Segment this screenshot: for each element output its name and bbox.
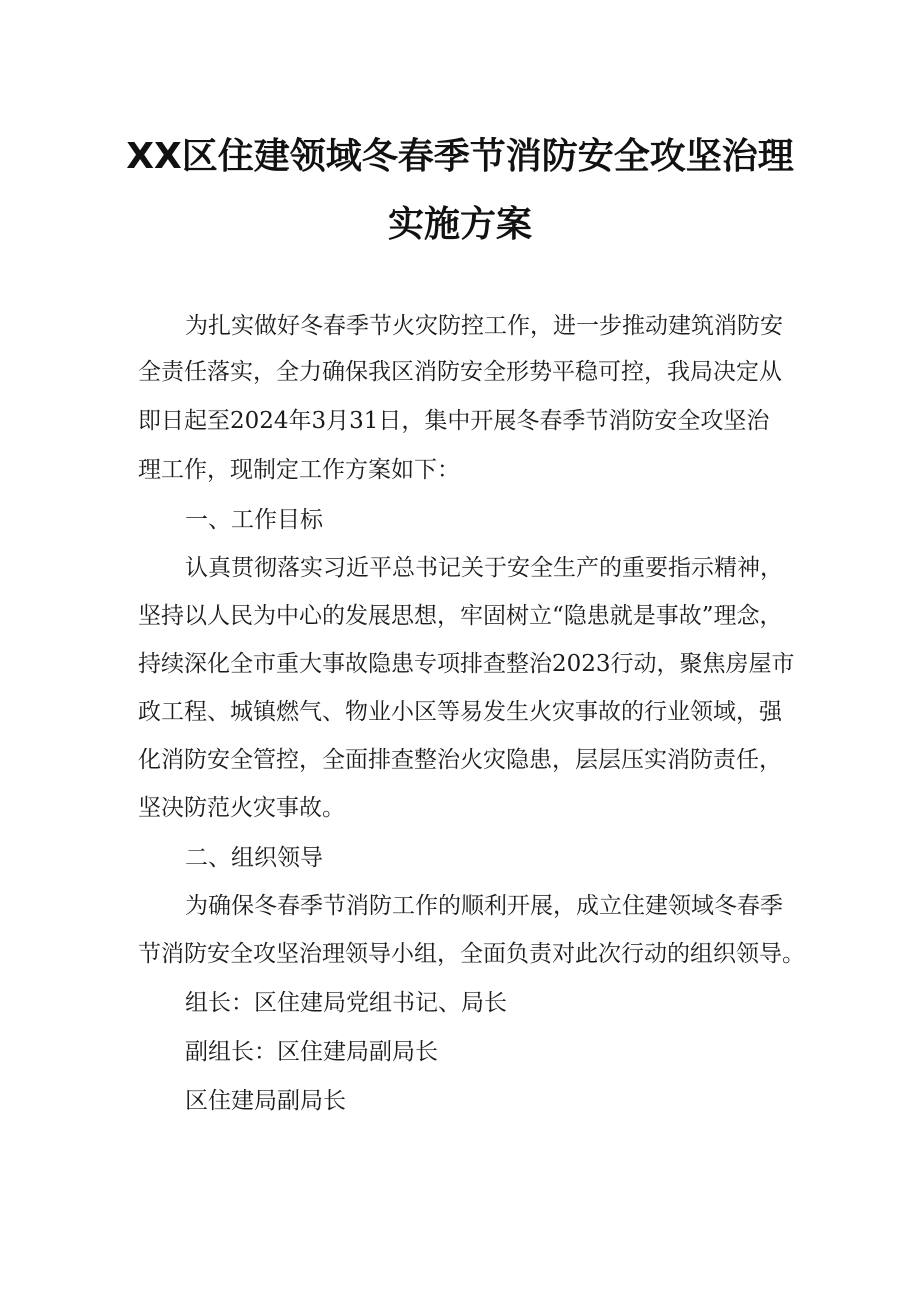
section-heading-leadership: 二、组织领导 xyxy=(185,845,323,871)
paragraph-goals-line4: 政工程、城镇燃气、物业小区等易发生火灾事故的行业领域，强 xyxy=(138,699,782,725)
section-heading-goals: 一、工作目标 xyxy=(185,507,323,533)
paragraph-goals-line3: 持续深化全市重大事故隐患专项排查整治2023行动，聚焦房屋市 xyxy=(138,651,795,677)
paragraph-goals-line2: 坚持以人民为中心的发展思想，牢固树立“隐患就是事故”理念， xyxy=(138,603,783,629)
paragraph-intro-line2: 全责任落实，全力确保我区消防安全形势平稳可控，我局决定从 xyxy=(138,359,782,385)
paragraph-goals-line1: 认真贯彻落实习近平总书记关于安全生产的重要指示精神， xyxy=(185,555,783,581)
paragraph-intro-line1: 为扎实做好冬春季节火灾防控工作，进一步推动建筑消防安 xyxy=(185,313,783,339)
document-title-line2: 实施方案 xyxy=(387,204,532,245)
paragraph-goals-line6: 坚决防范火灾事故。 xyxy=(138,795,345,821)
paragraph-leadership-line1: 为确保冬春季节消防工作的顺利开展，成立住建领域冬春季 xyxy=(185,893,783,919)
deputy-leader-line: 副组长：区住建局副局长 xyxy=(185,1039,438,1065)
paragraph-goals-line5: 化消防安全管控，全面排查整治火灾隐患，层层压实消防责任， xyxy=(138,747,782,773)
deputy-leader-line-2: 区住建局副局长 xyxy=(185,1088,346,1114)
document-title-line1: XX区住建领域冬春季节消防安全攻坚治理 xyxy=(126,136,794,177)
leader-line: 组长：区住建局党组书记、局长 xyxy=(185,990,507,1016)
paragraph-leadership-line2: 节消防安全攻坚治理领导小组，全面负责对此次行动的组织领导。 xyxy=(138,941,805,967)
paragraph-intro-line4: 理工作，现制定工作方案如下： xyxy=(138,457,460,483)
paragraph-intro-line3: 即日起至2024年3月31日，集中开展冬春季节消防安全攻坚治 xyxy=(138,408,770,434)
